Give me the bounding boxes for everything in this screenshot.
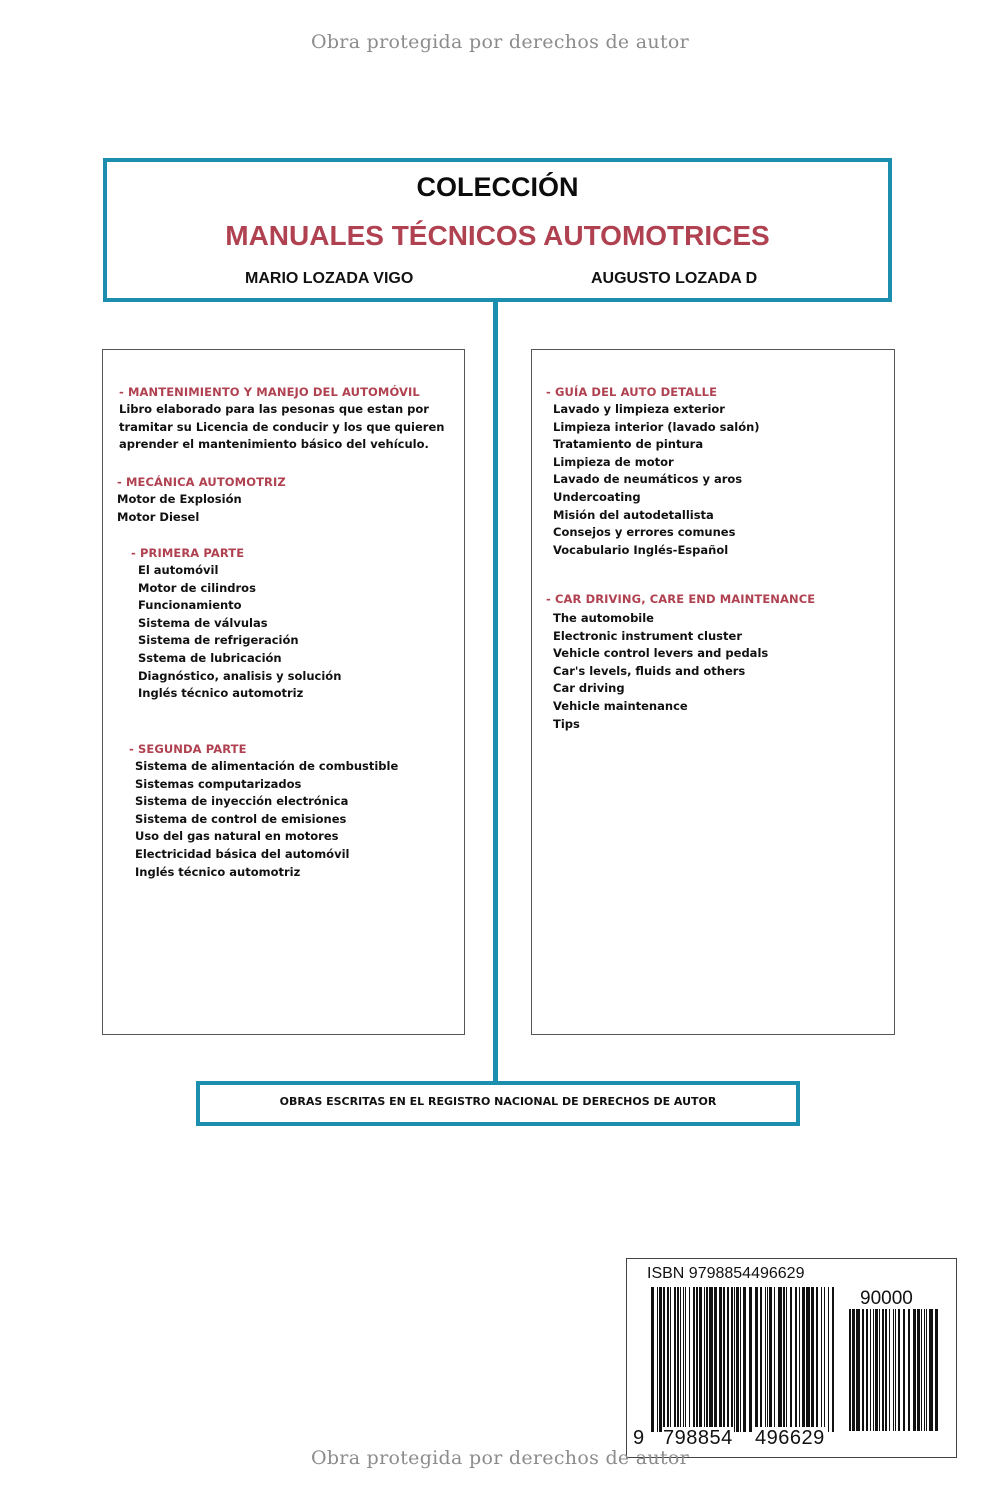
list-item: Tratamiento de pintura	[553, 437, 704, 452]
left-books-panel	[102, 349, 465, 1035]
list-item: Motor Diesel	[117, 509, 200, 524]
collection-header	[103, 158, 892, 302]
section-heading-car-driving: - CAR DRIVING, CARE END MAINTENANCE	[546, 592, 816, 606]
section-list-car-driving	[553, 610, 768, 733]
list-item: Vocabulario Inglés-Español	[553, 542, 729, 557]
list-item: Car's levels, fluids and others	[553, 663, 746, 678]
list-item: Lavado de neumáticos y aros	[553, 472, 743, 487]
author-right: AUGUSTO LOZADA D	[591, 270, 758, 287]
section-list-primera	[138, 562, 341, 703]
list-item: Diagnóstico, analisis y solución	[138, 668, 342, 683]
isbn-barcode-box	[626, 1258, 957, 1458]
list-item: Misión del autodetallista	[553, 507, 714, 522]
list-item: Undercoating	[553, 489, 641, 504]
registry-banner-text: OBRAS ESCRITAS EN EL REGISTRO NACIONAL DE DERECHOS DE AUTOR	[279, 1095, 717, 1108]
collection-title: COLECCIÓN	[416, 172, 579, 202]
list-item: Motor de cilindros	[138, 580, 256, 595]
barcode-main-icon	[651, 1287, 837, 1432]
list-item: Tips	[553, 716, 580, 731]
isbn-addon-number: 90000	[860, 1288, 913, 1309]
list-item: Motor de Explosión	[117, 492, 242, 506]
list-item: Sistema de control de emisiones	[135, 811, 347, 826]
barcode-addon-icon	[849, 1309, 941, 1431]
list-item: Sistema de válvulas	[138, 615, 268, 630]
section-body-mantenimiento	[119, 401, 444, 454]
collection-subtitle: MANUALES TÉCNICOS AUTOMOTRICES	[225, 220, 770, 251]
list-item: Sistema de inyección electrónica	[135, 794, 349, 809]
section-heading-segunda: - SEGUNDA PARTE	[129, 742, 247, 756]
list-item: Electricidad básica del automóvil	[135, 846, 350, 861]
isbn-digit-group-2: 496629	[755, 1427, 825, 1449]
right-books-panel	[531, 349, 895, 1035]
description-line: Libro elaborado para las pesonas que estan por	[119, 402, 429, 416]
list-item: Lavado y limpieza exterior	[553, 402, 725, 416]
section-heading-mecanica: - MECÁNICA AUTOMOTRIZ	[117, 475, 286, 489]
list-item: Vehicle maintenance	[553, 698, 688, 713]
list-item: Consejos y errores comunes	[553, 525, 736, 540]
list-item: Funcionamiento	[138, 598, 242, 613]
connector-line	[493, 300, 498, 1084]
section-list-segunda	[135, 758, 398, 881]
list-item: Sstema de lubricación	[138, 650, 282, 665]
section-heading-mantenimiento: - MANTENIMIENTO Y MANEJO DEL AUTOMÓVIL	[119, 385, 420, 399]
list-item: Sistema de refrigeración	[138, 633, 299, 648]
section-heading-primera: - PRIMERA PARTE	[131, 546, 245, 560]
section-list-guia	[553, 401, 760, 559]
list-item: Sistema de alimentación de combustible	[135, 759, 399, 773]
list-item: Uso del gas natural en motores	[135, 829, 339, 844]
list-item: The automobile	[553, 611, 654, 625]
isbn-digit-first: 9	[633, 1427, 645, 1449]
list-item: Limpieza de motor	[553, 454, 674, 469]
copyright-watermark-top: Obra protegida por derechos de autor	[310, 31, 690, 53]
list-item: Limpieza interior (lavado salón)	[553, 419, 760, 434]
registry-banner	[196, 1081, 800, 1126]
list-item: Vehicle control levers and pedals	[553, 646, 769, 661]
section-body-mecanica	[117, 491, 242, 526]
list-item: Sistemas computarizados	[135, 776, 302, 791]
isbn-label: ISBN 9798854496629	[647, 1265, 805, 1282]
list-item: El automóvil	[138, 563, 219, 577]
copyright-watermark-bottom: Obra protegida por derechos de autor	[310, 1447, 690, 1469]
list-item: Inglés técnico automotriz	[135, 864, 301, 879]
list-item: Electronic instrument cluster	[553, 628, 742, 643]
list-item: Car driving	[553, 681, 625, 696]
author-left: MARIO LOZADA VIGO	[245, 270, 414, 287]
description-line: tramitar su Licencia de conducir y los que quieren	[119, 419, 445, 434]
list-item: Inglés técnico automotriz	[138, 686, 304, 701]
section-heading-guia: - GUÍA DEL AUTO DETALLE	[546, 385, 718, 399]
isbn-digit-group-1: 798854	[663, 1427, 733, 1449]
description-line: aprender el mantenimiento básico del vehículo.	[119, 437, 429, 452]
